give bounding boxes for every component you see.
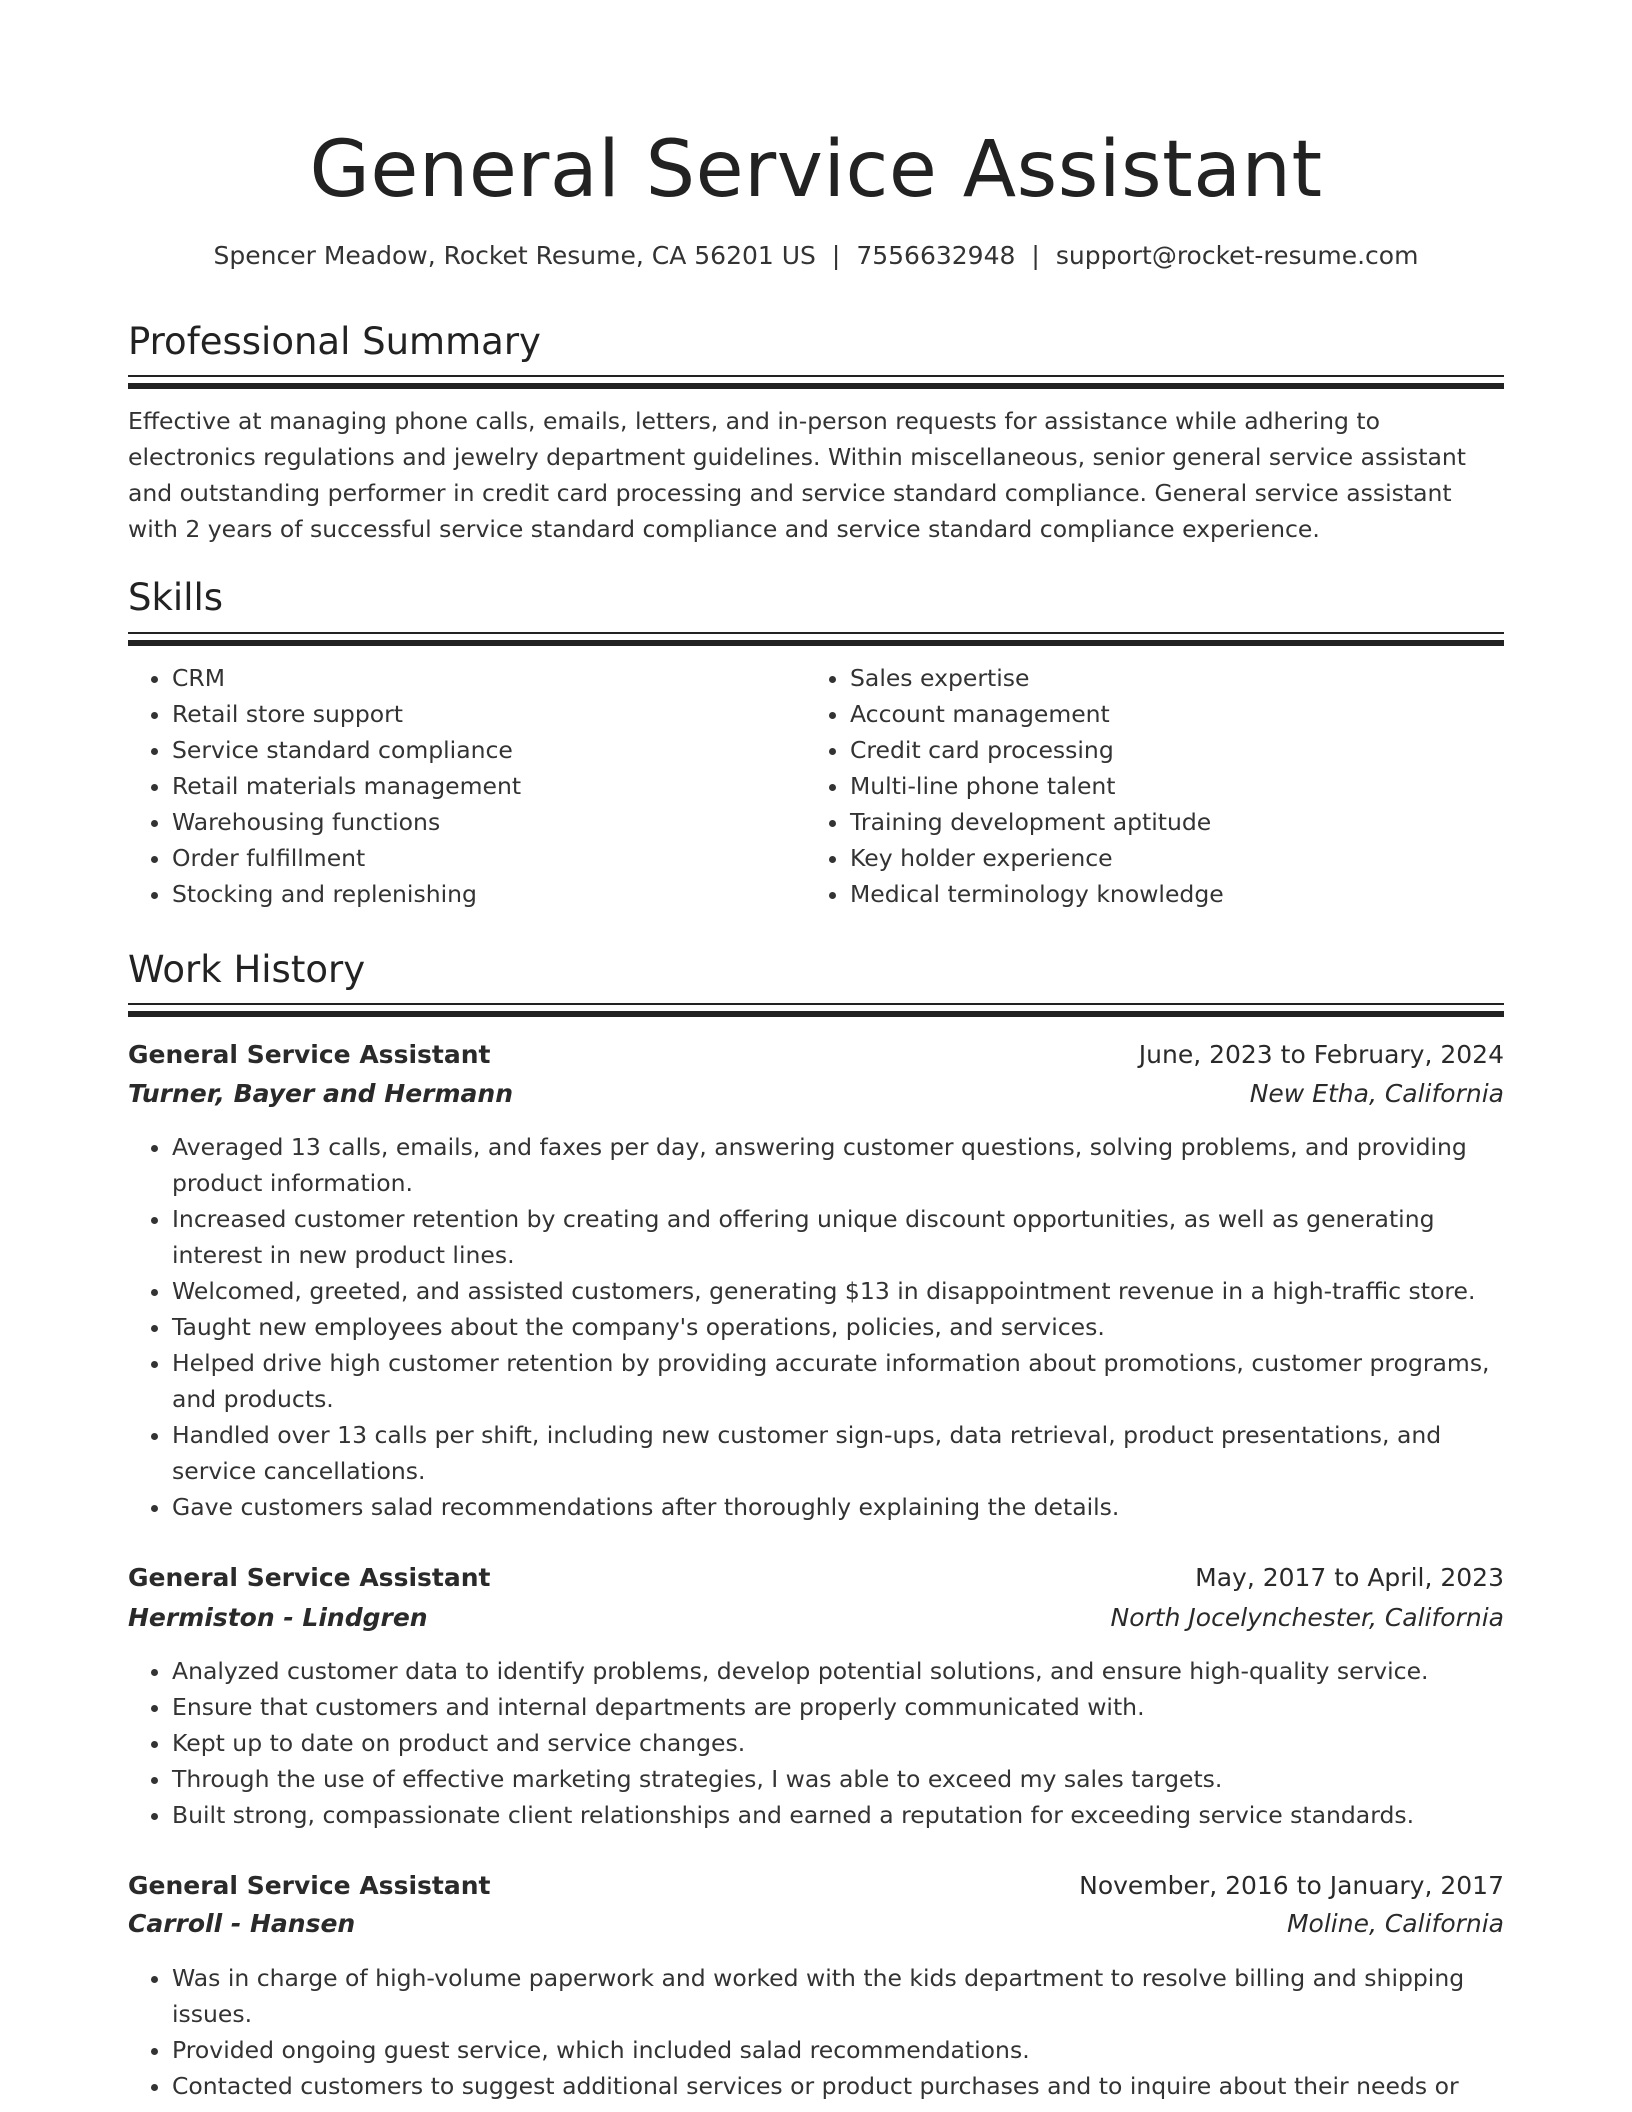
- job-location: North Jocelynchester, California: [1110, 1603, 1504, 1632]
- job-company: Hermiston - Lindgren: [128, 1603, 428, 1632]
- job-title: General Service Assistant: [128, 1871, 491, 1900]
- job-bullet: • Kept up to date on product and service changes.: [172, 1725, 1504, 1761]
- skill-item: • Retail materials management: [172, 768, 812, 804]
- contact-line: [128, 238, 1504, 274]
- job-bullet: • Provided ongoing guest service, which included salad recommendations.: [172, 2032, 1504, 2068]
- contact-separator: |: [1031, 241, 1040, 270]
- job-bullet: • Was in charge of high-volume paperwork and worked with the kids department to resolve billing and shipping issues.: [172, 1960, 1504, 2032]
- skill-item: • Warehousing functions: [172, 804, 812, 840]
- contact-address: Spencer Meadow, Rocket Resume, CA 56201 US: [213, 241, 816, 270]
- skill-item: • Account management: [850, 696, 1504, 732]
- section-divider: [128, 1003, 1504, 1017]
- job-bullet: • Welcomed, greeted, and assisted customers, generating $13 in disappointment revenue in a high-traffic store.: [172, 1273, 1504, 1309]
- job-bullet: • Through the use of effective marketing strategies, I was able to exceed my sales targets.: [172, 1761, 1504, 1797]
- job-bullet: • Handled over 13 calls per shift, including new customer sign-ups, data retrieval, product presentations, and service cancellations.: [172, 1417, 1504, 1489]
- skill-item: • CRM: [172, 660, 812, 696]
- skills-list-right: [806, 660, 1504, 912]
- job-bullet: • Contacted customers to suggest additional services or product purchases and to inquire about their needs or: [172, 2068, 1504, 2104]
- contact-email: support@rocket-resume.com: [1055, 241, 1419, 270]
- summary-heading: Professional Summary: [128, 320, 541, 363]
- job-title: General Service Assistant: [128, 1563, 491, 1592]
- job-bullet: • Averaged 13 calls, emails, and faxes per day, answering customer questions, solving problems, and providing product information.: [172, 1129, 1504, 1201]
- job-bullet: • Built strong, compassionate client relationships and earned a reputation for exceeding service standards.: [172, 1797, 1504, 1833]
- skill-item: • Service standard compliance: [172, 732, 812, 768]
- job-company: Turner, Bayer and Hermann: [128, 1079, 513, 1108]
- section-divider: [128, 375, 1504, 389]
- job-bullet: • Increased customer retention by creating and offering unique discount opportunities, as well as generating interest in new product lines.: [172, 1201, 1504, 1273]
- job-location: New Etha, California: [1249, 1079, 1504, 1108]
- contact-separator: |: [831, 241, 841, 270]
- job-dates: May, 2017 to April, 2023: [1195, 1563, 1504, 1592]
- skill-item: • Sales expertise: [850, 660, 1504, 696]
- job-bullet: • Ensure that customers and internal departments are properly communicated with.: [172, 1689, 1504, 1725]
- job-bullets: [128, 1653, 1504, 1833]
- skill-item: • Stocking and replenishing: [172, 876, 812, 912]
- job-bullet: • Gave customers salad recommendations after thoroughly explaining the details.: [172, 1489, 1504, 1525]
- job-company: Carroll - Hansen: [128, 1909, 356, 1938]
- contact-phone: 7556632948: [856, 241, 1016, 270]
- skill-item: • Retail store support: [172, 696, 812, 732]
- resume-name: General Service Assistant: [309, 125, 1323, 215]
- skills-list-left: [128, 660, 812, 912]
- work-heading: Work History: [128, 948, 366, 991]
- skill-item: • Order fulfillment: [172, 840, 812, 876]
- job-bullets: [128, 1129, 1504, 1525]
- job-bullet: • Analyzed customer data to identify problems, develop potential solutions, and ensure high-quality service.: [172, 1653, 1504, 1689]
- section-divider: [128, 632, 1504, 646]
- job-bullets: [128, 1960, 1504, 2104]
- job-title: General Service Assistant: [128, 1040, 491, 1069]
- skills-heading: Skills: [128, 576, 224, 619]
- job-location: Moline, California: [1286, 1909, 1504, 1938]
- job-dates: June, 2023 to February, 2024: [1138, 1040, 1504, 1069]
- skill-item: • Key holder experience: [850, 840, 1504, 876]
- skill-item: • Medical terminology knowledge: [850, 876, 1504, 912]
- skill-item: • Training development aptitude: [850, 804, 1504, 840]
- job-dates: November, 2016 to January, 2017: [1079, 1871, 1504, 1900]
- job-bullet: • Taught new employees about the company's operations, policies, and services.: [172, 1309, 1504, 1345]
- job-bullet: • Helped drive high customer retention by providing accurate information about promotions, customer programs, and products.: [172, 1345, 1504, 1417]
- skill-item: • Credit card processing: [850, 732, 1504, 768]
- skill-item: • Multi-line phone talent: [850, 768, 1504, 804]
- summary-text: Effective at managing phone calls, emails, letters, and in-person requests for assistance while adhering to electronics regulations and jewelry department guidelines. Within miscellaneous, senior general service assistant and outstanding performer in credit card processing and service standard compliance. General service assistant with 2 years of successful service standard compliance and service standard compliance experience.: [128, 407, 1466, 543]
